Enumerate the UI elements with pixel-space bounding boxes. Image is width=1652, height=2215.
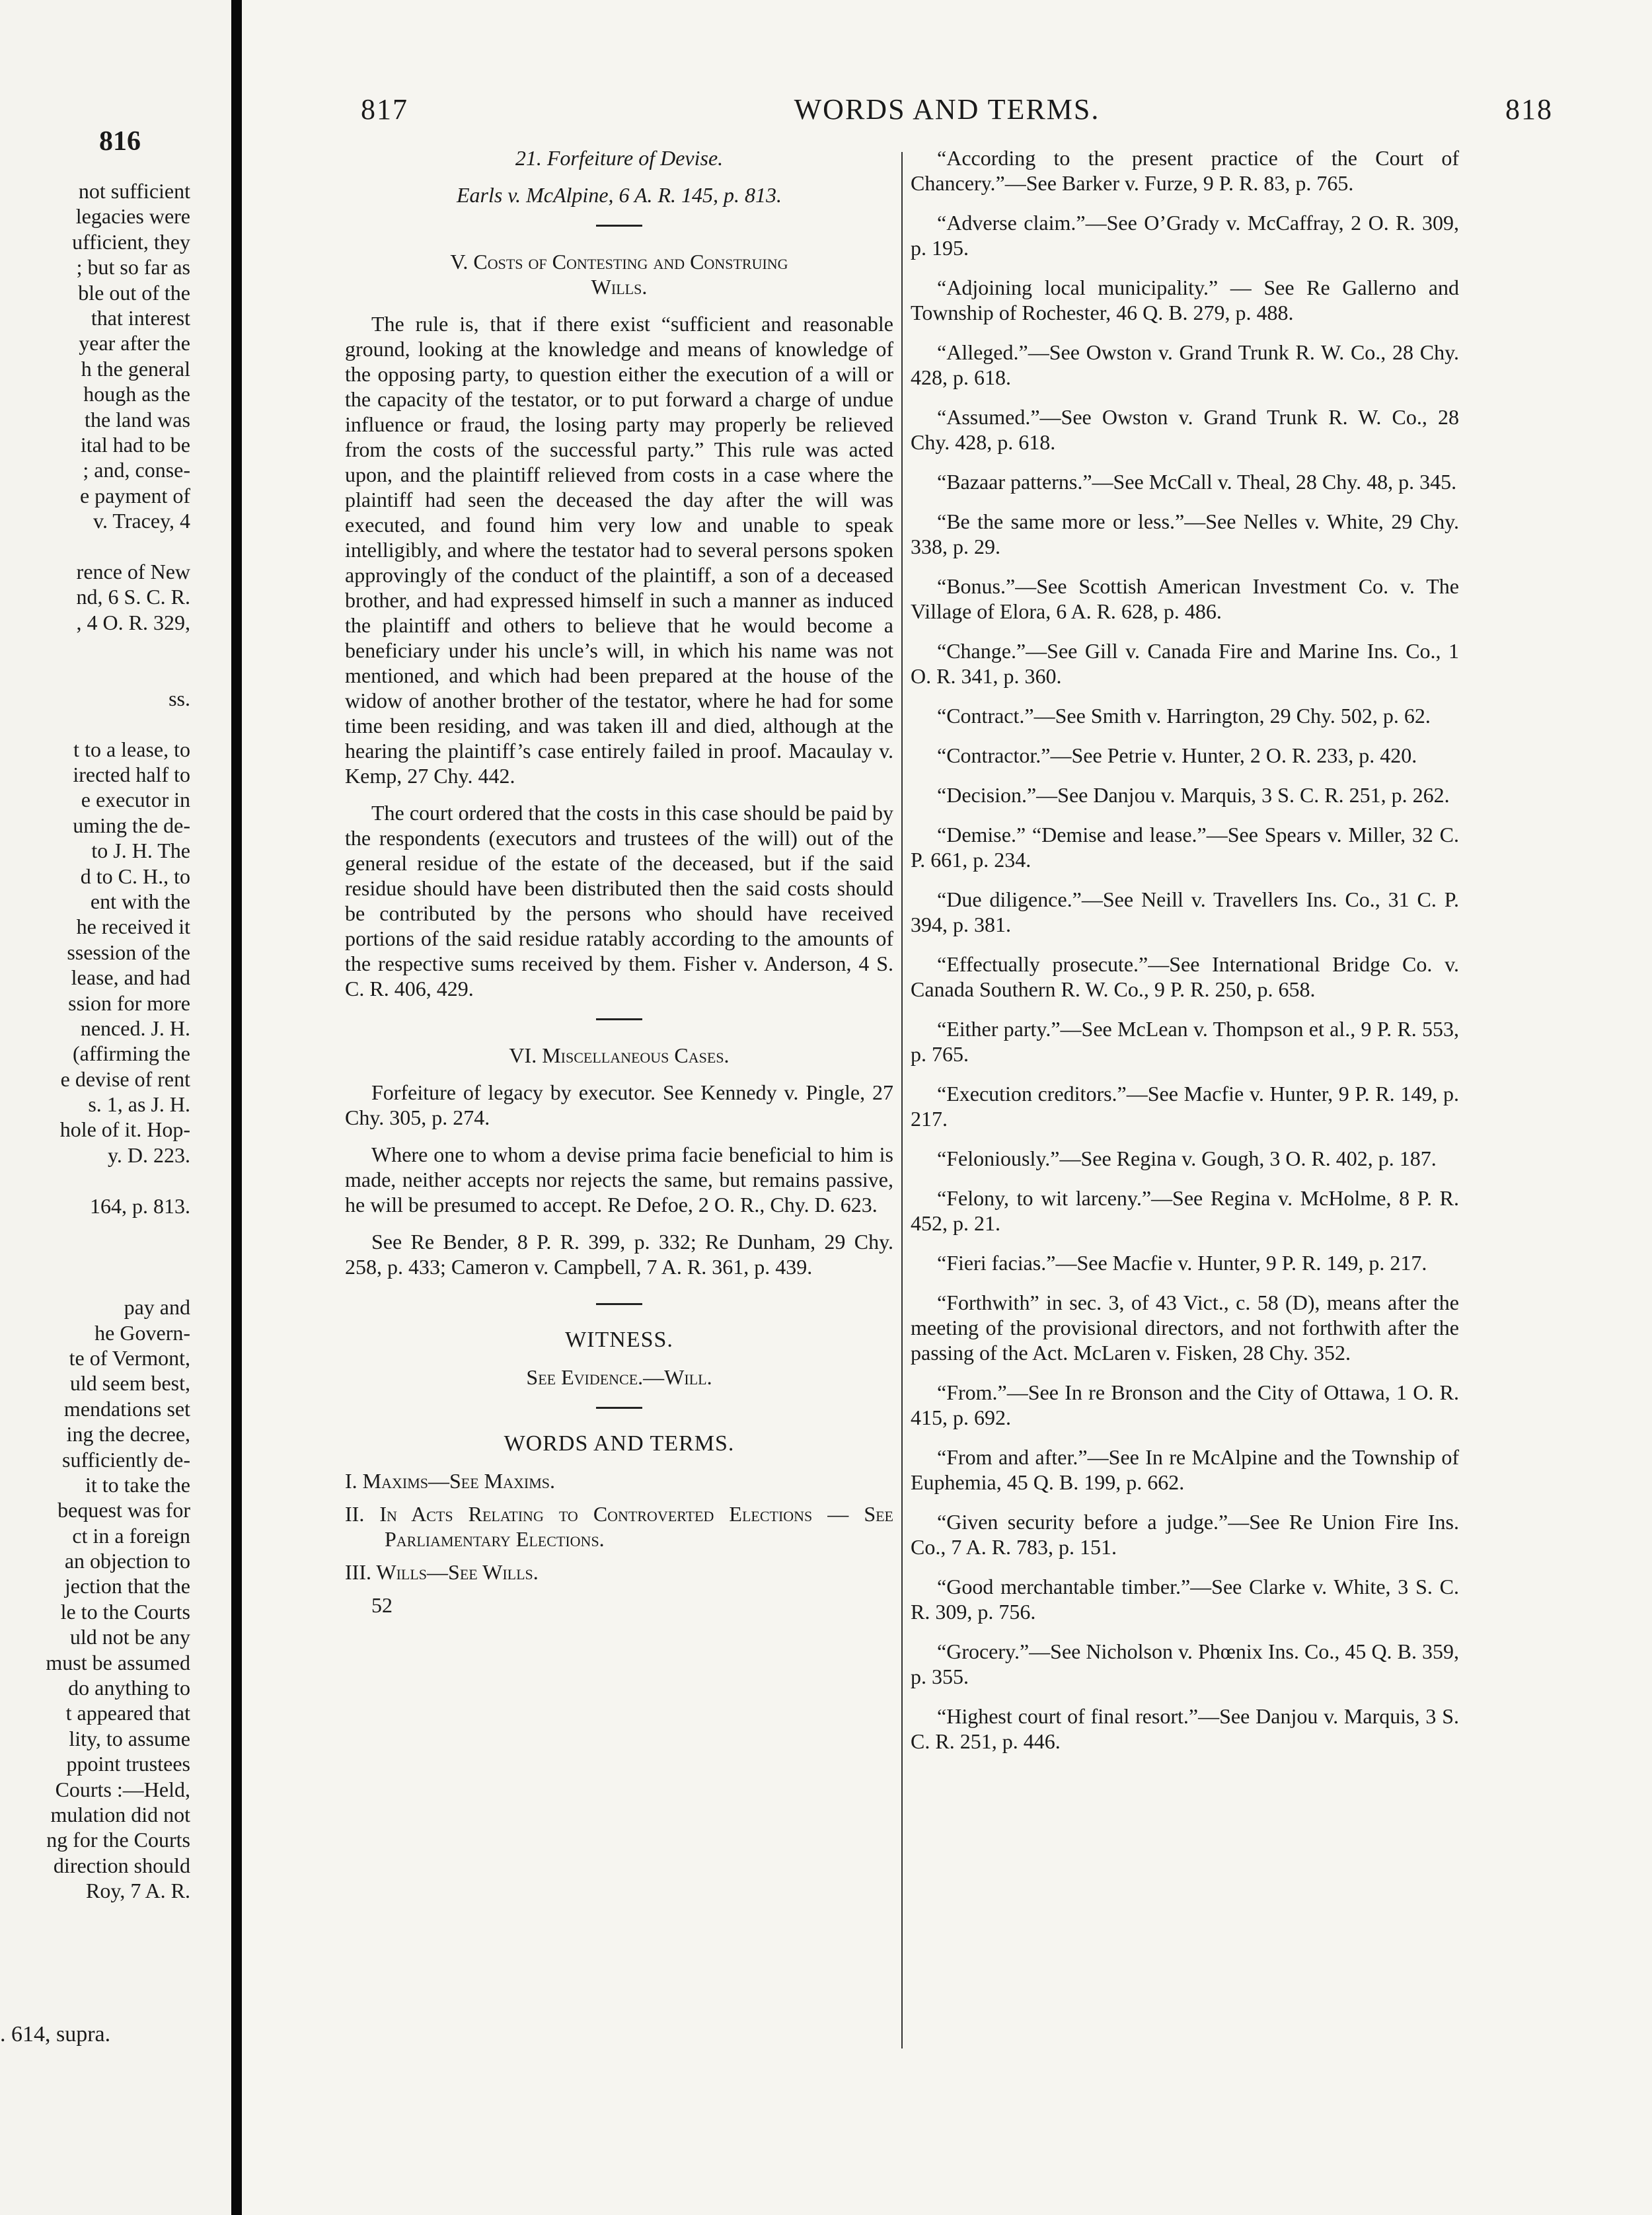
term-entry: “Contractor.”—See Petrie v. Hunter, 2 O. R. 233, p. 420. bbox=[937, 743, 1417, 767]
left-page-line bbox=[0, 1269, 190, 1295]
left-page-fragment bbox=[0, 0, 231, 2215]
term-entry: “According to the present practice of the Court of Chancery.”—See Barker v. Furze, 9 P. R. 83, p. 765. bbox=[911, 146, 1459, 195]
term-entry: “Either party.”—See McLean v. Thompson et al., 9 P. R. 553, p. 765. bbox=[911, 1017, 1459, 1066]
left-page-line: y. D. 223. bbox=[107, 1143, 190, 1167]
left-page-line: the land was bbox=[85, 407, 190, 432]
section5-paragraph-2: The court ordered that the costs in this case should be paid by the respondents (executors and trustees of the will) out of the general residue of the estate of the deceased, but if the said residue should have been distributed then the said costs should be contributed by the persons who should have received portions of the said residue ratably according to the amounts of the respective sums received by them. Fisher v. Anderson, 4 S. C. R. 406, 429. bbox=[345, 801, 893, 1000]
section21-citation: Earls v. McAlpine, 6 A. R. 145, p. 813. bbox=[456, 183, 782, 207]
term-entry: “Due diligence.”—See Neill v. Travellers Ins. Co., 31 C. P. 394, p. 381. bbox=[911, 887, 1459, 936]
left-page-line: legacies were bbox=[75, 204, 190, 229]
left-page-line: ent with the bbox=[90, 889, 190, 913]
left-page-line: ; and, conse- bbox=[83, 458, 190, 482]
left-page-line: ssession of the bbox=[67, 940, 190, 964]
left-page-line bbox=[0, 1219, 190, 1244]
left-page-line bbox=[0, 533, 190, 558]
section6-paragraph-2: Where one to whom a devise prima facie beneficial to him is made, neither accepts nor rejects the same, but remains passive, he will be presumed to accept. Re Defoe, 2 O. R., Chy. D. 623. bbox=[345, 1143, 893, 1217]
left-page-line: hough as the bbox=[83, 382, 190, 406]
term-entry: “Decision.”—See Danjou v. Marquis, 3 S. C. R. 251, p. 262. bbox=[937, 783, 1450, 807]
left-page-line: , 4 O. R. 329, bbox=[76, 610, 190, 634]
words-and-terms-heading: WORDS AND TERMS. bbox=[504, 1431, 735, 1456]
left-page-line: mendations set bbox=[63, 1396, 190, 1421]
left-page-line: ing the decree, bbox=[66, 1422, 190, 1446]
section5-heading-line2: Wills. bbox=[591, 275, 648, 299]
left-page-line: e payment of bbox=[79, 483, 190, 507]
left-page-line: direction should bbox=[53, 1853, 190, 1877]
left-page-line: Courts :—Held, bbox=[55, 1777, 190, 1801]
section6-paragraph-1: Forfeiture of legacy by executor. See Kennedy v. Pingle, 27 Chy. 305, p. 274. bbox=[345, 1080, 893, 1129]
left-page-line bbox=[0, 1244, 190, 1269]
left-page-line: ct in a foreign bbox=[72, 1523, 190, 1548]
term-entry: “Alleged.”—See Owston v. Grand Trunk R. W. Co., 28 Chy. 428, p. 618. bbox=[911, 340, 1459, 389]
left-page-line: v. Tracey, 4 bbox=[93, 509, 190, 533]
term-entry: “Felony, to wit larceny.”—See Regina v. McHolme, 8 P. R. 452, p. 21. bbox=[911, 1186, 1459, 1235]
term-entry: “Good merchantable timber.”—See Clarke v. White, 3 S. C. R. 309, p. 756. bbox=[911, 1575, 1459, 1624]
left-page-line: h the general bbox=[81, 356, 190, 381]
left-page-line: rence of New bbox=[76, 559, 190, 583]
left-page-line: that interest bbox=[91, 305, 190, 330]
term-entry: “Bonus.”—See Scottish American Investment Co. v. The Village of Elora, 6 A. R. 628, p. 486. bbox=[911, 574, 1459, 623]
left-page-line: he received it bbox=[76, 915, 190, 939]
left-page-line: ; but so far as bbox=[76, 255, 190, 280]
divider bbox=[596, 1407, 642, 1409]
left-page-line: pay and bbox=[124, 1295, 190, 1320]
column-rule bbox=[901, 152, 903, 2048]
signature-mark: 52 bbox=[371, 1593, 393, 1617]
term-entry: “Highest court of final resort.”—See Danjou v. Marquis, 3 S. C. R. 251, p. 446. bbox=[911, 1704, 1459, 1753]
left-page-line bbox=[0, 711, 190, 736]
term-entry: “Given security before a judge.”—See Re Union Fire Ins. Co., 7 A. R. 783, p. 151. bbox=[911, 1510, 1459, 1559]
list-item: I. Maxims—See Maxims. bbox=[345, 1469, 556, 1493]
term-entry: “From and after.”—See In re McAlpine and the Township of Euphemia, 45 Q. B. 199, p. 662. bbox=[911, 1445, 1459, 1494]
term-entry: “From.”—See In re Bronson and the City of Ottawa, 1 O. R. 415, p. 692. bbox=[911, 1380, 1459, 1429]
left-page-line: 164, p. 813. bbox=[90, 1193, 190, 1218]
left-page-line: Roy, 7 A. R. bbox=[86, 1879, 190, 1903]
left-page-line: nd, 6 S. C. R. bbox=[76, 585, 190, 609]
left-page-line: nenced. J. H. bbox=[80, 1016, 190, 1040]
divider bbox=[596, 1018, 642, 1020]
term-entry: “Forthwith” in sec. 3, of 43 Vict., c. 58 (D), means after the meeting of the provisional directors, and not forthwith after the passing of the Act. McLaren v. Fisken, 28 Chy. 352. bbox=[911, 1291, 1459, 1365]
section21-heading: 21. Forfeiture of Devise. bbox=[515, 146, 724, 170]
left-page-line: e devise of rent bbox=[60, 1067, 190, 1091]
term-entry: “Demise.” “Demise and lease.”—See Spears v. Miller, 32 C. P. 661, p. 234. bbox=[911, 823, 1459, 872]
section6-paragraph-3: See Re Bender, 8 P. R. 399, p. 332; Re Dunham, 29 Chy. 258, p. 433; Cameron v. Campbell, 7 A. R. 361, p. 439. bbox=[345, 1230, 893, 1279]
term-entry: “Adjoining local municipality.” — See Re Gallerno and Township of Rochester, 46 Q. B. 279, p. 488. bbox=[911, 276, 1459, 324]
left-page-line: an objection to bbox=[64, 1549, 190, 1573]
left-page-line: sufficiently de- bbox=[61, 1447, 190, 1472]
section5-paragraph-1: The rule is, that if there exist “sufficient and reasonable ground, looking at the knowledge and means of knowledge of the opposing party, to question either the execution of a will or the capacity of the testator, or to put forward a charge of undue influence or fraud, the losing party may properly be relieved from the costs of the successful party.” This rule was acted upon, and the plaintiff relieved from costs in a case where the plaintiff had seen the deceased the day after the will was executed, and found him very low and unable to speak intelligibly, and where the testator had to several persons spoken approvingly of the conduct of the plaintiff, a son of a deceased brother, and had expressed himself in such a manner as induced the plaintiff and others to believe that he would become a beneficiary under his uncle’s will, in which his name was not mentioned, and which had been prepared at the house of the widow of another brother of the testator, where he had for some time been residing, and was taken ill and died, although at the hearing the plaintiff’s case entirely failed in proof. Macaulay v. Kemp, 27 Chy. 442. bbox=[345, 312, 893, 788]
left-page-line: irected half to bbox=[73, 762, 190, 786]
list-item: II. In Acts Relating to Controverted Elections — See Parliamentary Elections. bbox=[345, 1502, 893, 1551]
left-page-line: t to a lease, to bbox=[73, 737, 190, 761]
left-page-line: hole of it. Hop- bbox=[59, 1117, 190, 1142]
left-column bbox=[345, 145, 893, 1618]
term-entry: “Feloniously.”—See Regina v. Gough, 3 O. R. 402, p. 187. bbox=[937, 1146, 1437, 1170]
left-page-number: 816 bbox=[99, 126, 141, 157]
left-page-line: must be assumed bbox=[46, 1650, 190, 1674]
words-and-terms-list bbox=[345, 1468, 893, 1585]
left-page-line: uld not be any bbox=[69, 1625, 190, 1649]
left-page-line: ital had to be bbox=[80, 432, 190, 457]
left-page-line: year after the bbox=[79, 331, 190, 356]
page-number-left: 817 bbox=[361, 93, 408, 126]
left-page-footer: . 614, supra. bbox=[0, 2022, 111, 2046]
term-entry: “Contract.”—See Smith v. Harrington, 29 Chy. 502, p. 62. bbox=[937, 704, 1431, 728]
term-entry: “Adverse claim.”—See O’Grady v. McCaffray, 2 O. R. 309, p. 195. bbox=[911, 211, 1459, 260]
left-page-line: mulation did not bbox=[50, 1803, 190, 1826]
divider bbox=[596, 225, 642, 227]
witness-cross-reference: See Evidence.—Will. bbox=[526, 1365, 712, 1389]
term-entry: “Assumed.”—See Owston v. Grand Trunk R. W. Co., 28 Chy. 428, p. 618. bbox=[911, 405, 1459, 454]
left-page-line: e executor in bbox=[81, 788, 190, 812]
right-column bbox=[911, 145, 1459, 1768]
section5-heading-line1: V. Costs of Contesting and Construing bbox=[450, 250, 788, 274]
section6-heading: VI. Miscellaneous Cases. bbox=[509, 1043, 730, 1067]
left-page-line: not sufficient bbox=[78, 179, 190, 203]
book-gutter bbox=[231, 0, 242, 2215]
left-page-line: ss. bbox=[169, 686, 190, 710]
left-page-line: ufficient, they bbox=[72, 229, 190, 254]
left-page-line: ssion for more bbox=[68, 991, 190, 1015]
left-page-line: d to C. H., to bbox=[80, 864, 190, 888]
term-entry: “Be the same more or less.”—See Nelles v. White, 29 Chy. 338, p. 29. bbox=[911, 509, 1459, 558]
left-page-line: uld seem best, bbox=[69, 1371, 190, 1396]
term-entry: “Effectually prosecute.”—See International Bridge Co. v. Canada Southern R. W. Co., 9 P. R. 250, p. 658. bbox=[911, 952, 1459, 1001]
left-page-line: do anything to bbox=[68, 1676, 190, 1700]
left-page-line: s. 1, as J. H. bbox=[88, 1092, 190, 1117]
divider bbox=[596, 1303, 642, 1305]
list-item: III. Wills—See Wills. bbox=[345, 1560, 539, 1584]
term-entry: “Bazaar patterns.”—See McCall v. Theal, 28 Chy. 48, p. 345. bbox=[937, 470, 1457, 494]
left-page-line: ppoint trustees bbox=[66, 1752, 190, 1776]
left-page-line: it to take the bbox=[85, 1472, 190, 1497]
left-page-line: bequest was for bbox=[57, 1498, 190, 1522]
left-page-line: to J. H. The bbox=[91, 839, 190, 863]
left-page-line: lease, and had bbox=[71, 965, 190, 990]
page-number-right: 818 bbox=[1505, 93, 1553, 126]
term-entry: “Fieri facias.”—See Macfie v. Hunter, 9 P. R. 149, p. 217. bbox=[937, 1251, 1427, 1275]
left-page-line: te of Vermont, bbox=[69, 1345, 190, 1370]
term-entry: “Grocery.”—See Nicholson v. Phœnix Ins. Co., 45 Q. B. 359, p. 355. bbox=[911, 1639, 1459, 1688]
left-page-line: uming the de- bbox=[73, 813, 190, 837]
left-page-line: he Govern- bbox=[94, 1320, 190, 1345]
left-page-line: ble out of the bbox=[78, 280, 190, 305]
left-page-line: (affirming the bbox=[72, 1041, 190, 1066]
term-entry: “Change.”—See Gill v. Canada Fire and Marine Ins. Co., 1 O. R. 341, p. 360. bbox=[911, 639, 1459, 688]
left-page-line: lity, to assume bbox=[69, 1726, 190, 1750]
left-page-line: le to the Courts bbox=[60, 1599, 190, 1624]
left-page-line: t appeared that bbox=[65, 1701, 190, 1725]
witness-heading: WITNESS. bbox=[565, 1328, 673, 1352]
left-page-text bbox=[0, 178, 190, 1904]
left-page-line bbox=[0, 635, 190, 660]
main-page bbox=[242, 0, 1652, 2215]
left-page-line bbox=[0, 660, 190, 685]
term-entry: “Execution creditors.”—See Macfie v. Hunter, 9 P. R. 149, p. 217. bbox=[911, 1082, 1459, 1131]
left-page-line: jection that the bbox=[64, 1574, 190, 1598]
left-page-line bbox=[0, 1168, 190, 1193]
left-page-line: ng for the Courts bbox=[46, 1828, 190, 1852]
running-title: WORDS AND TERMS. bbox=[794, 93, 1100, 126]
